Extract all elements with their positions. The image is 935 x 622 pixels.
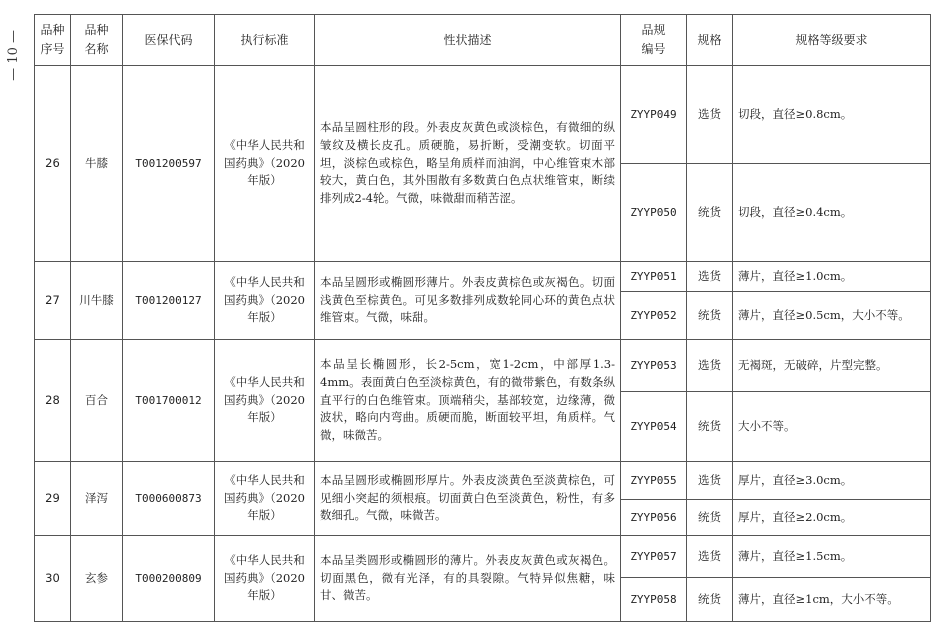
cell-grade: 大小不等。 — [733, 392, 931, 462]
cell-seq: 27 — [35, 262, 71, 340]
header-spec-code: 品规 编号 — [621, 15, 687, 66]
table-row — [35, 66, 931, 164]
cell-spec-code: ZYYP054 — [621, 392, 687, 462]
cell-spec: 统货 — [687, 500, 733, 536]
header-row — [35, 15, 931, 66]
cell-seq: 26 — [35, 66, 71, 262]
table-row — [35, 340, 931, 392]
cell-code: T001200127 — [123, 262, 215, 340]
cell-standard: 《中华人民共和国药典》（2020年版） — [215, 262, 315, 340]
cell-grade: 薄片，直径≥1.5cm。 — [733, 536, 931, 578]
cell-grade: 薄片，直径≥0.5cm，大小不等。 — [733, 292, 931, 340]
cell-grade: 切段，直径≥0.8cm。 — [733, 66, 931, 164]
cell-name: 牛膝 — [71, 66, 123, 262]
cell-seq: 30 — [35, 536, 71, 622]
table-row — [35, 262, 931, 292]
cell-spec: 选货 — [687, 66, 733, 164]
cell-grade: 厚片，直径≥2.0cm。 — [733, 500, 931, 536]
cell-spec: 选货 — [687, 536, 733, 578]
cell-name: 川牛膝 — [71, 262, 123, 340]
cell-grade: 薄片，直径≥1.0cm。 — [733, 262, 931, 292]
cell-standard: 《中华人民共和国药典》（2020年版） — [215, 536, 315, 622]
table-row — [35, 536, 931, 578]
cell-standard: 《中华人民共和国药典》（2020年版） — [215, 66, 315, 262]
header-standard: 执行标准 — [215, 15, 315, 66]
cell-spec-code: ZYYP052 — [621, 292, 687, 340]
header-seq: 品种 序号 — [35, 15, 71, 66]
cell-spec-code: ZYYP055 — [621, 462, 687, 500]
cell-desc: 本品呈圆柱形的段。外表皮灰黄色或淡棕色，有微细的纵皱纹及横长皮孔。质硬脆，易折断，受潮变软。切面平坦，淡棕色或棕色，略呈角质样而油润，中心维管束木部较大，黄白色，其外围散有多数黄白色点状维管束，断续排列成2-4轮。气微，味微甜而稍苦涩。 — [315, 66, 621, 262]
cell-name: 泽泻 — [71, 462, 123, 536]
cell-spec: 统货 — [687, 392, 733, 462]
cell-spec: 统货 — [687, 164, 733, 262]
cell-name: 百合 — [71, 340, 123, 462]
header-grade: 规格等级要求 — [733, 15, 931, 66]
cell-desc: 本品呈长椭圆形，长2-5cm，宽1-2cm，中部厚1.3-4mm。表面黄白色至淡棕黄色，有的微带紫色，有数条纵直平行的白色维管束。顶端稍尖，基部较宽，边缘薄，微波状，略向内弯曲。质硬而脆，断面较平坦，角质样。气微，味微苦。 — [315, 340, 621, 462]
cell-spec-code: ZYYP051 — [621, 262, 687, 292]
cell-spec-code: ZYYP049 — [621, 66, 687, 164]
cell-grade: 薄片，直径≥1cm，大小不等。 — [733, 578, 931, 622]
table-row — [35, 462, 931, 500]
spec-table — [34, 14, 931, 622]
cell-spec: 选货 — [687, 262, 733, 292]
cell-seq: 29 — [35, 462, 71, 536]
cell-grade: 切段，直径≥0.4cm。 — [733, 164, 931, 262]
cell-code: T001200597 — [123, 66, 215, 262]
cell-spec-code: ZYYP050 — [621, 164, 687, 262]
header-code: 医保代码 — [123, 15, 215, 66]
cell-spec: 统货 — [687, 578, 733, 622]
cell-spec-code: ZYYP057 — [621, 536, 687, 578]
cell-desc: 本品呈圆形或椭圆形厚片。外表皮淡黄色至淡黄棕色，可见细小突起的须根痕。切面黄白色至淡黄色，粉性，有多数细孔。气微，味微苦。 — [315, 462, 621, 536]
cell-code: T000600873 — [123, 462, 215, 536]
header-desc: 性状描述 — [315, 15, 621, 66]
header-name: 品种 名称 — [71, 15, 123, 66]
cell-spec: 选货 — [687, 340, 733, 392]
header-spec: 规格 — [687, 15, 733, 66]
cell-spec-code: ZYYP058 — [621, 578, 687, 622]
cell-desc: 本品呈类圆形或椭圆形的薄片。外表皮灰黄色或灰褐色。切面黑色，微有光泽，有的具裂隙。气特异似焦糖，味甘、微苦。 — [315, 536, 621, 622]
cell-seq: 28 — [35, 340, 71, 462]
cell-desc: 本品呈圆形或椭圆形薄片。外表皮黄棕色或灰褐色。切面浅黄色至棕黄色。可见多数排列成数轮同心环的黄色点状维管束。气微，味甜。 — [315, 262, 621, 340]
cell-spec-code: ZYYP053 — [621, 340, 687, 392]
page-number: — 10 — — [6, 30, 21, 81]
cell-standard: 《中华人民共和国药典》（2020年版） — [215, 462, 315, 536]
cell-grade: 无褐斑，无破碎，片型完整。 — [733, 340, 931, 392]
cell-code: T001700012 — [123, 340, 215, 462]
cell-spec: 选货 — [687, 462, 733, 500]
cell-name: 玄参 — [71, 536, 123, 622]
cell-spec: 统货 — [687, 292, 733, 340]
cell-grade: 厚片，直径≥3.0cm。 — [733, 462, 931, 500]
cell-spec-code: ZYYP056 — [621, 500, 687, 536]
cell-standard: 《中华人民共和国药典》（2020年版） — [215, 340, 315, 462]
cell-code: T000200809 — [123, 536, 215, 622]
